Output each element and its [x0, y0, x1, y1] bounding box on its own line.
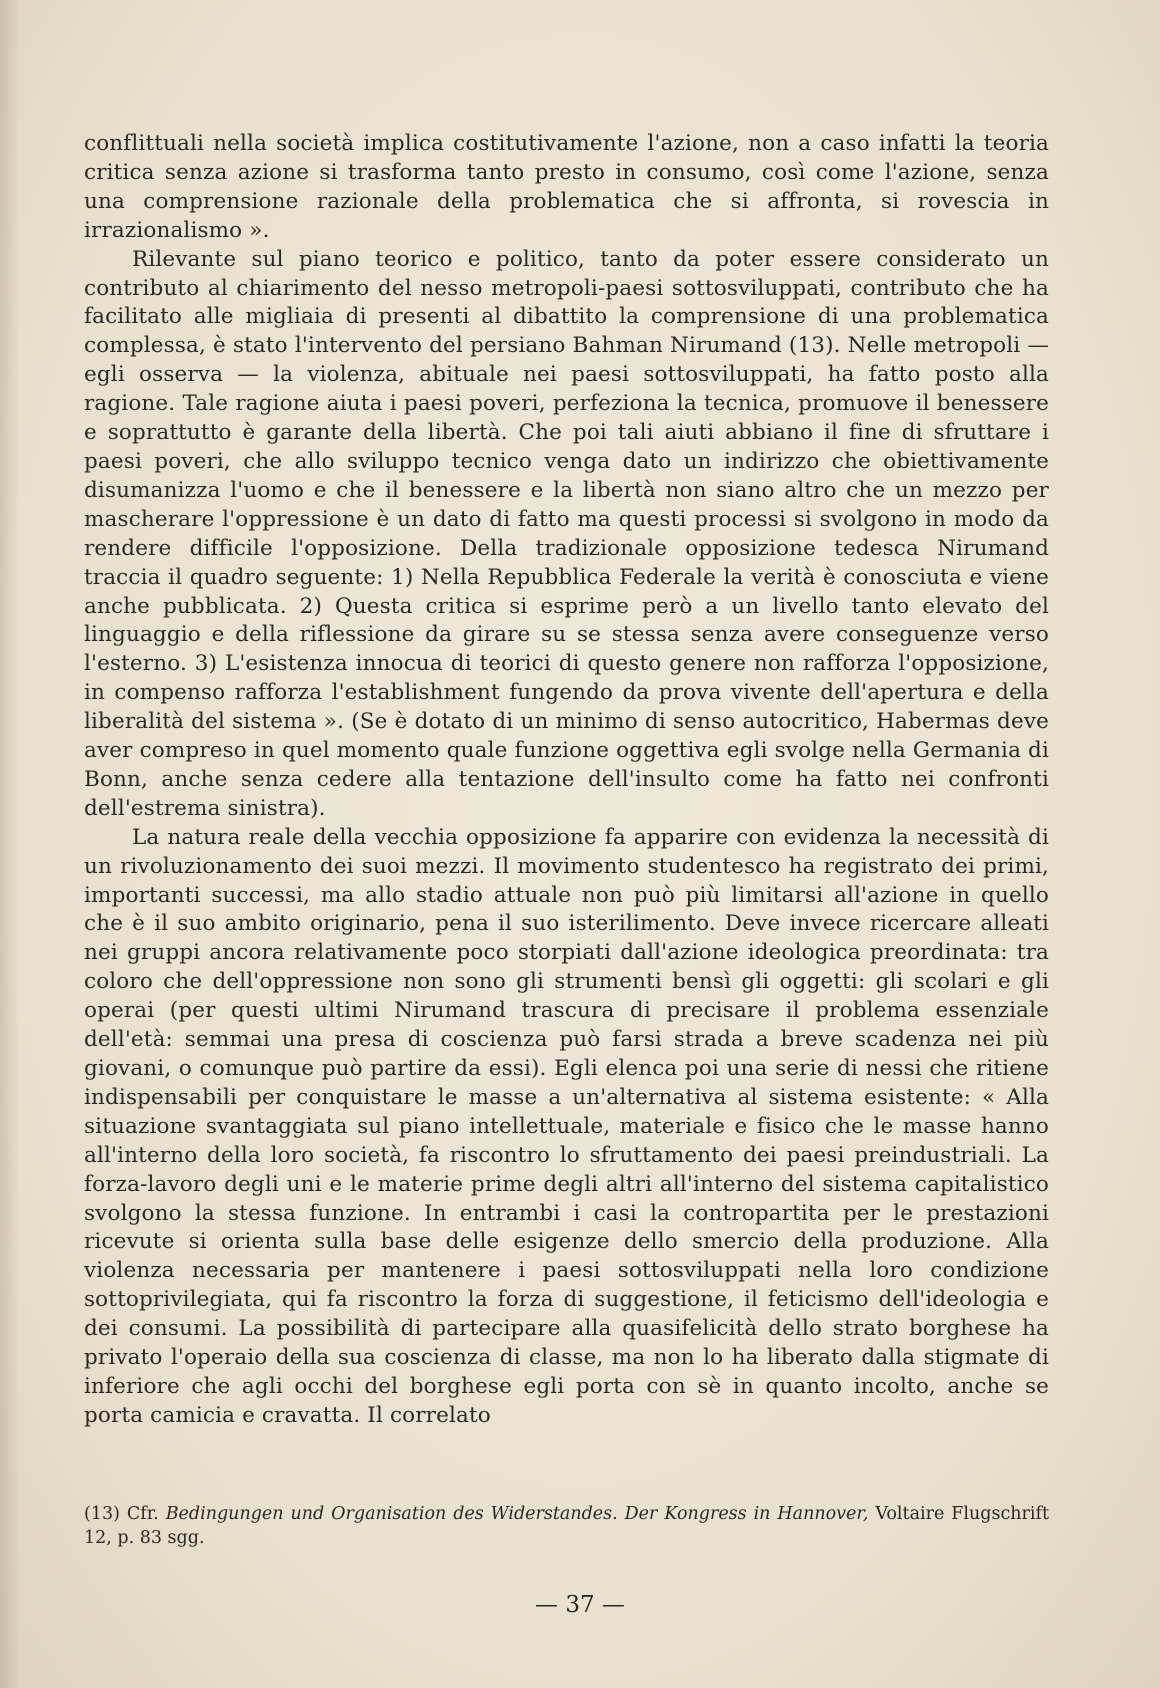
page-number: — 37 — — [535, 1592, 625, 1618]
footnote-rest: Voltaire Flugschrift 12, p. 83 sgg. — [84, 1504, 1049, 1548]
paragraph-1: conflittuali nella società implica costitutivamente l'azione, non a caso infatti la teoria critica senza azione si trasforma tanto presto in consumo, così come l'azione, senza una comprensione razionale della problematica che si affronta, si rovescia in irrazionalismo ». — [84, 131, 1049, 243]
footnotes — [84, 1502, 1049, 1550]
footnote-marker: (13) Cfr. — [84, 1504, 166, 1524]
paragraph-2: Rilevante sul piano teorico e politico, tanto da poter essere considerato un contributo al chiarimento del nesso metropoli-paesi sottosviluppati, contributo che ha facilitato alle migliaia di presenti al dibattito la comprensione di una problematica complessa, è stato l'intervento del persiano Bahman Nirumand (13). Nelle metropoli — egli osserva — la violenza, abituale nei paesi sottosviluppati, ha fatto posto alla ragione. Tale ragione aiuta i paesi poveri, perfeziona la tecnica, promuove il benessere e soprattutto è garante della libertà. Che poi tali aiuti abbiano il fine di sfruttare i paesi poveri, che allo sviluppo tecnico venga dato un indirizzo che obiettivamente disumanizza l'uomo e che il benessere e la libertà non siano altro che un mezzo per mascherare l'oppressione è un dato di fatto ma questi processi si svolgono in modo da rendere difficile l'opposizione. Della tradizionale opposizione tedesca Nirumand traccia il quadro seguente: 1) Nella Repubblica Federale la verità è conosciuta e viene anche pubblicata. 2) Questa critica si esprime però a un livello tanto elevato del linguaggio e della riflessione da girare su se stessa senza avere conseguenze verso l'esterno. 3) L'esistenza innocua di teorici di questo genere non rafforza l'opposizione, in compenso rafforza l'establishment fungendo da prova vivente dell'apertura e della liberalità del sistema ». (Se è dotato di un minimo di senso autocritico, Habermas deve aver compreso in quel momento quale funzione oggettiva egli svolge nella Germania di Bonn, anche senza cedere alla tentazione dell'insulto come ha fatto nei confronti dell'estrema sinistra). — [84, 246, 1049, 821]
page-edge-shadow — [0, 0, 20, 1688]
footnote-title: Bedingungen und Organisation des Widerstandes. Der Kongress in Hannover, — [165, 1504, 869, 1524]
footnote-13 — [84, 1502, 1049, 1550]
body-text — [84, 130, 1049, 1431]
paragraph-3: La natura reale della vecchia opposizione fa apparire con evidenza la necessità di un rivoluzionamento dei suoi mezzi. Il movimento studentesco ha registrato dei primi, importanti successi, ma allo stadio attuale non può più limitarsi all'azione in quello che è il suo ambito originario, pena il suo isterilimento. Deve invece ricercare alleati nei gruppi ancora relativamente poco storpiati dall'azione ideologica preordinata: tra coloro che dell'oppressione non sono gli strumenti bensì gli oggetti: gli scolari e gli operai (per questi ultimi Nirumand trascura di precisare il problema essenziale dell'età: semmai una presa di coscienza può farsi strada a breve scadenza nei più giovani, o comunque può partire da essi). Egli elenca poi una serie di nessi che ritiene indispensabili per conquistare le masse a un'alternativa al sistema esistente: « Alla situazione svantaggiata sul piano intellettuale, materiale e fisico che le masse hanno all'interno della loro società, fa riscontro lo sfruttamento dei paesi preindustriali. La forza-lavoro degli uni e le materie prime degli altri all'interno del sistema capitalistico svolgono la stessa funzione. In entrambi i casi la contropartita per le prestazioni ricevute si orienta sulla base delle esigenze dello smercio della produzione. Alla violenza necessaria per mantenere i paesi sottosviluppati nella loro condizione sottoprivilegiata, qui fa riscontro la forza di suggestione, il feticismo dell'ideologia e dei consumi. La possibilità di partecipare alla quasifelicità dello strato borghese ha privato l'operaio della sua coscienza di classe, ma non lo ha liberato dalla stigmate di inferiore che agli occhi del borghese egli porta con sè in quanto incolto, anche se porta camicia e cravatta. Il correlato — [84, 824, 1049, 1428]
